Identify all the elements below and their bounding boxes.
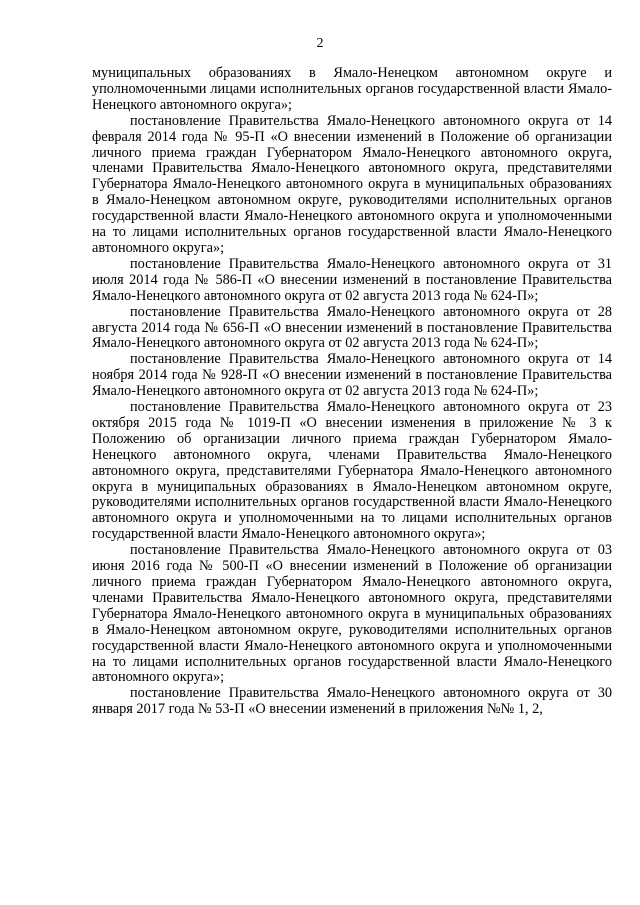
page-number: 2 — [316, 36, 324, 51]
document-body — [92, 66, 612, 718]
paragraph-resolution-656p: постановление Правительства Ямало-Ненецкого автономного округа от 28 августа 2014 года № 656-П «О внесении изменений в постановление Правительства Ямало-Ненецкого автономного округа от 02 августа 2013 года № 624-П»; — [92, 303, 612, 352]
paragraph-resolution-95p: постановление Правительства Ямало-Ненецкого автономного округа от 14 февраля 2014 года № 95-П «О внесении изменений в Положение об организации личного приема граждан Губернатором Ямало-Ненецкого автономного округа, членами Правительства Ямало-Ненецкого автономного округа, представителями Губернатора Ямало-Ненецкого автономного округа в муниципальных образованиях в Ямало-Ненецком автономном округе, руководителями исполнительных органов государственной власти Ямало-Ненецкого автономного округа и уполномоченными на то лицами исполнительных органов государственной власти Ямало-Ненецкого автономного округа»; — [92, 112, 612, 256]
paragraph-continuation: муниципальных образованиях в Ямало-Ненецком автономном округе и уполномоченными лицами исполнительных органов государственной власти Ямало-Ненецкого автономного округа»; — [92, 65, 612, 113]
paragraph-resolution-586p: постановление Правительства Ямало-Ненецкого автономного округа от 31 июля 2014 года № 586-П «О внесении изменений в постановление Правительства Ямало-Ненецкого автономного округа от 02 августа 2013 года № 624-П»; — [92, 255, 612, 304]
paragraph-resolution-1019p: постановление Правительства Ямало-Ненецкого автономного округа от 23 октября 2015 года № 1019-П «О внесении изменения в приложение № 3 к Положению об организации личного приема граждан Губернатором Ямало-Ненецкого автономного округа, членами Правительства Ямало-Ненецкого автономного округа, представителями Губернатора Ямало-Ненецкого автономного округа в муниципальных образованиях в Ямало-Ненецком автономном округе, руководителями исполнительных органов государственной власти Ямало-Ненецкого автономного округа и уполномоченными на то лицами исполнительных органов государственной власти Ямало-Ненецкого автономного округа»; — [92, 399, 612, 543]
paragraph-resolution-500p: постановление Правительства Ямало-Ненецкого автономного округа от 03 июня 2016 года № 500-П «О внесении изменений в Положение об организации личного приема граждан Губернатором Ямало-Ненецкого автономного округа, членами Правительства Ямало-Ненецкого автономного округа, представителями Губернатора Ямало-Ненецкого автономного округа в муниципальных образованиях в Ямало-Ненецком автономном округе, руководителями исполнительных органов государственной власти Ямало-Ненецкого автономного округа и уполномоченными на то лицами исполнительных органов государственной власти Ямало-Ненецкого автономного округа»; — [92, 542, 612, 686]
paragraph-resolution-53p: постановление Правительства Ямало-Ненецкого автономного округа от 30 января 2017 года № 53-П «О внесении изменений в приложения №№ 1, 2, — [92, 685, 612, 718]
paragraph-resolution-928p: постановление Правительства Ямало-Ненецкого автономного округа от 14 ноября 2014 года № 928-П «О внесении изменений в постановление Правительства Ямало-Ненецкого автономного округа от 02 августа 2013 года № 624-П»; — [92, 351, 612, 400]
